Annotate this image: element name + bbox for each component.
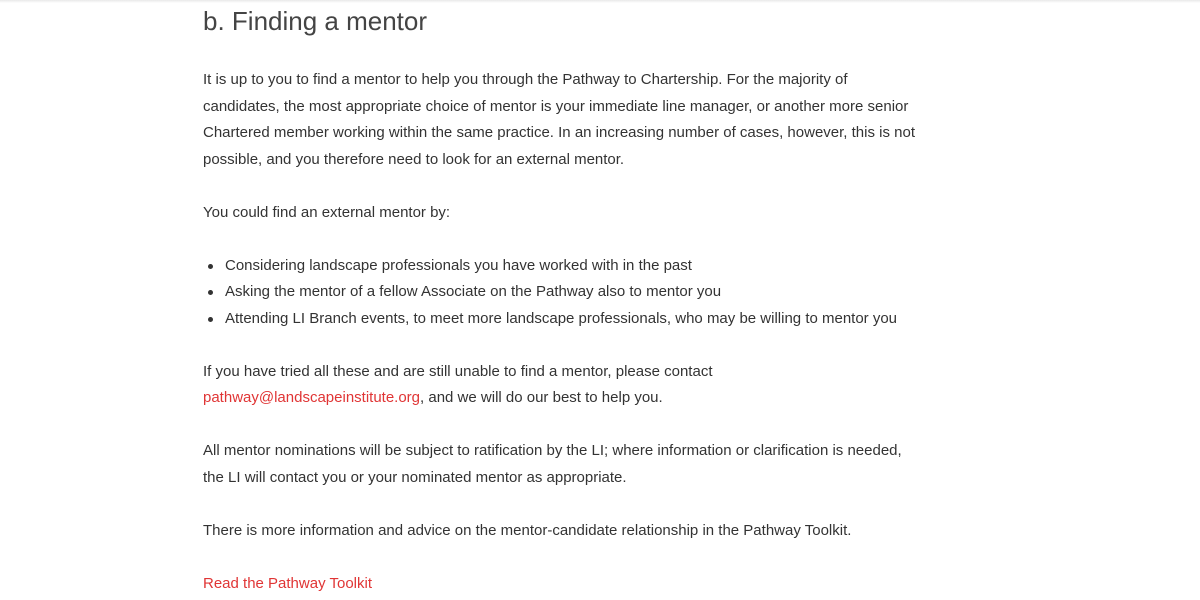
bullet-icon bbox=[208, 317, 213, 322]
contact-text-before: If you have tried all these and are still unable to find a mentor, please contact bbox=[203, 362, 713, 380]
section-heading: b. Finding a mentor bbox=[203, 6, 428, 36]
read-toolkit-link[interactable]: Read the Pathway Toolkit bbox=[203, 574, 372, 592]
bullet-icon bbox=[208, 264, 213, 269]
options-lead-text: You could find an external mentor by: bbox=[203, 203, 451, 221]
list-item bbox=[203, 306, 923, 333]
mentor-options-list bbox=[203, 253, 923, 333]
list-item-text: Asking the mentor of a fellow Associate on the Pathway also to mentor you bbox=[225, 283, 722, 300]
ratification-paragraph: All mentor nominations will be subject to ratification by the LI; where information or clarification is needed, the LI will contact you or your nominated mentor as appropriate. bbox=[203, 442, 902, 486]
toolkit-link-paragraph bbox=[203, 571, 923, 598]
list-item bbox=[203, 253, 923, 280]
contact-paragraph bbox=[203, 359, 923, 412]
toolkit-info-paragraph: There is more information and advice on the mentor-candidate relationship in the Pathway Toolkit. bbox=[203, 521, 852, 539]
article-content bbox=[203, 0, 923, 597]
list-item-text: Considering landscape professionals you have worked with in the past bbox=[225, 256, 692, 274]
list-item bbox=[203, 279, 923, 306]
intro-paragraph: It is up to you to find a mentor to help you through the Pathway to Chartership. For the majority of candidates, the most appropriate choice of mentor is your immediate line manager, or another more senior Chartered member working within the same practice. In an increasing number of cases, however, this is not possible, and you therefore need to look for an external mentor. bbox=[203, 71, 916, 168]
list-item-text: Attending LI Branch events, to meet more landscape professionals, who may be willing to mentor you bbox=[225, 309, 898, 327]
contact-text-after: , and we will do our best to help you. bbox=[420, 389, 663, 406]
bullet-icon bbox=[208, 290, 213, 295]
contact-email-link[interactable]: pathway@landscapeinstitute.org bbox=[203, 389, 421, 406]
